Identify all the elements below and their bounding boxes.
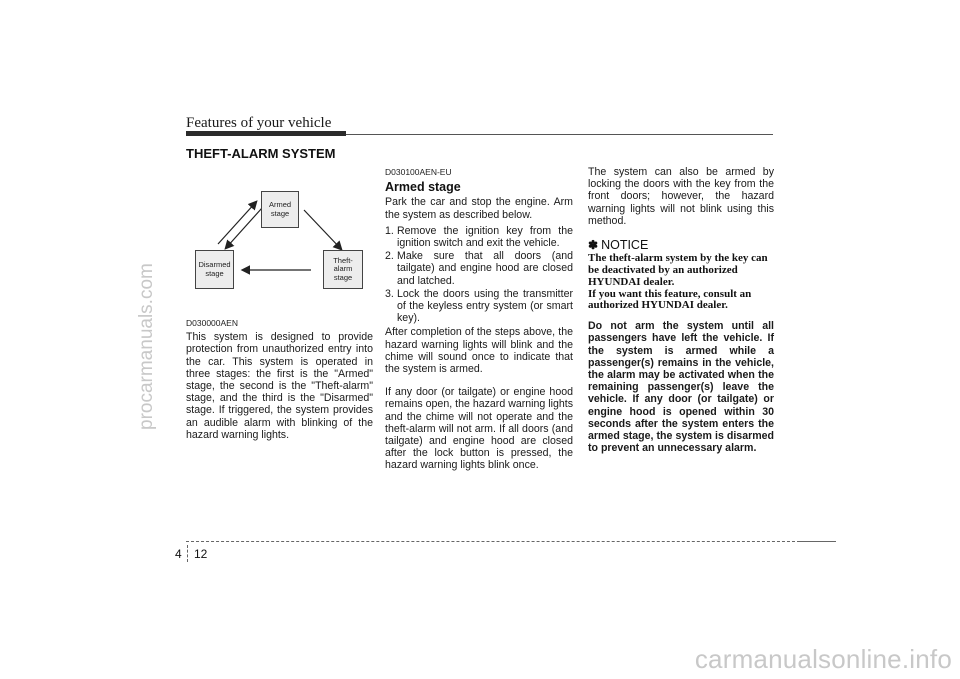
page-number: 12: [194, 547, 208, 561]
header-rule: [346, 134, 773, 135]
step-number: 1.: [385, 224, 394, 237]
column-2: [385, 166, 573, 472]
theft-alarm-stage-diagram: [186, 180, 371, 297]
theft-alarm-stage-label-1: Theft-alarm: [333, 255, 353, 274]
disarmed-stage-box: [195, 250, 234, 289]
step-text: Make sure that all doors (and tailgate) and engine hood are closed and latched.: [397, 250, 573, 287]
footer-rule: [186, 541, 800, 542]
armed-stage-box: [261, 191, 299, 228]
notice-line-1: The theft-alarm system by the key can be deactivated by an authorized HYUNDAI dealer.: [588, 252, 768, 288]
notice-line-2: If you want this feature, consult an authorized HYUNDAI dealer.: [588, 287, 752, 312]
page-separator: [187, 545, 188, 562]
header-title: Features of your vehicle: [186, 115, 332, 131]
notice-heading: [588, 239, 774, 251]
chapter-number: 4: [175, 547, 182, 561]
header-bar: [186, 131, 346, 136]
watermark-bottom: carmanualsonline.info: [694, 644, 952, 674]
armed-confirmation-paragraph: After completion of the steps above, the hazard warning lights will blink and the chime will sound once to indicate that the system is armed.: [385, 326, 573, 376]
disarmed-stage-label-2: stage: [205, 268, 224, 278]
column-1: [186, 317, 373, 441]
open-door-paragraph: If any door (or tailgate) or engine hood remains open, the hazard warning lights and the chime will not operate and the theft-alarm will not arm. If all doors (and tailgate) and engine hood are closed after the lock button is pressed, the hazard warning lights blink once.: [385, 386, 573, 472]
disarmed-stage-label-1: Disarmed: [198, 260, 231, 269]
armed-stage-label-1: Armed: [268, 200, 292, 209]
notice-icon: ✽: [588, 238, 599, 253]
step-item: [385, 288, 573, 325]
armed-stage-label-2: stage: [270, 208, 290, 218]
armed-stage-title: Armed stage: [385, 180, 461, 195]
notice-title: NOTICE: [601, 238, 649, 253]
footer-rule-end: [800, 541, 836, 542]
watermark-side: procarmanuals.com: [136, 263, 157, 430]
arrow-disarmed-to-armed: [218, 202, 256, 244]
section-code: D030000AEN: [186, 318, 238, 328]
armed-stage-intro: Park the car and stop the engine. Arm the system as described below.: [385, 196, 573, 221]
intro-paragraph: This system is designed to provide protection from unauthorized entry into the car. This system is operated in three stages: the first is the "Armed" stage, the second is the "Theft-alarm" stage, and the third is the "Disarmed" stage. If triggered, the system provides an audible alarm with blinking of the hazard warning lights.: [186, 331, 373, 441]
step-item: [385, 250, 573, 287]
key-arm-paragraph: The system can also be armed by locking the doors with the key from the front doors; however, the hazard warning lights will not blink using this method.: [588, 166, 774, 227]
notice-warning: Do not arm the system until all passengers have left the vehicle. If the system is armed while a passenger(s) remains in the vehicle, the alarm may be activated when the remaining passenger(s) leave the vehicle. If any door (or tailgate) or engine hood is opened within 30 seconds after the system enters the armed stage, the system is disarmed to prevent an unnecessary alarm.: [588, 320, 774, 455]
step-number: 3.: [385, 287, 394, 300]
armed-stage-steps: [385, 225, 573, 325]
step-text: Remove the ignition key from the ignition switch and exit the vehicle.: [397, 224, 573, 250]
arrow-armed-to-theft: [304, 210, 341, 249]
theft-alarm-stage-box: [323, 250, 363, 289]
section-title: THEFT-ALARM SYSTEM: [186, 146, 336, 161]
step-number: 2.: [385, 250, 394, 263]
step-item: [385, 225, 573, 249]
step-text: Lock the doors using the transmitter of the keyless entry system (or smart key).: [397, 287, 573, 325]
column-3: [588, 166, 774, 454]
theft-alarm-stage-label-2: stage: [333, 272, 353, 282]
arrow-armed-to-disarmed: [226, 208, 262, 248]
armed-stage-code: D030100AEN-EU: [385, 167, 452, 177]
